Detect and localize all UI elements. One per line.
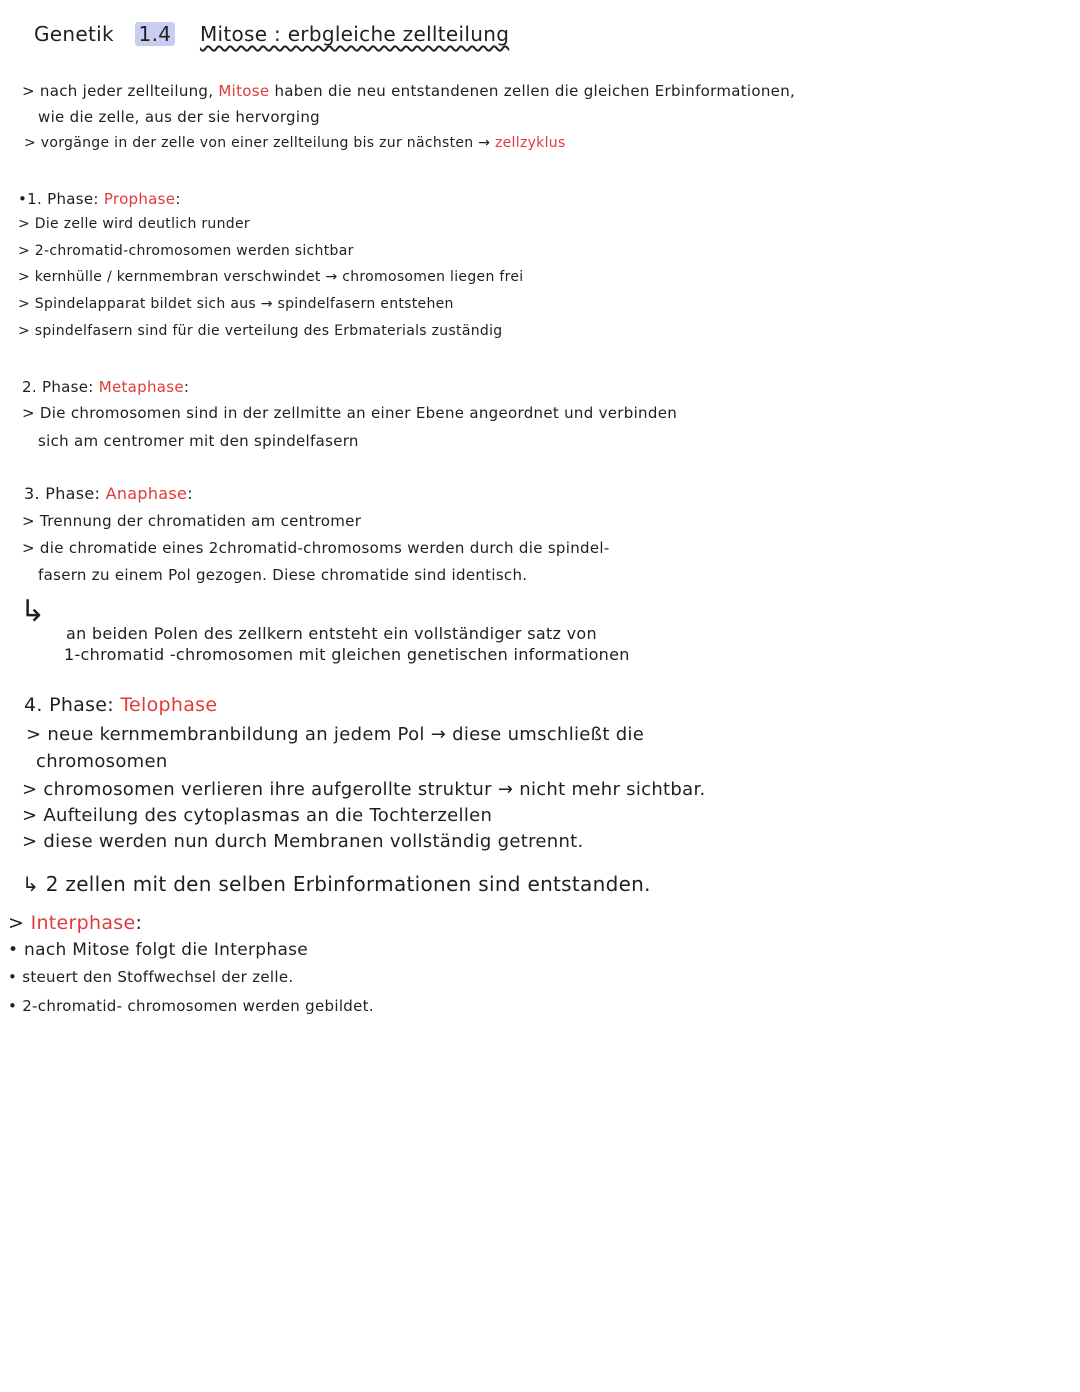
intro-line-3: > vorgänge in der zelle von einer zellteilung bis zur nächsten → zellzyklus	[24, 135, 566, 151]
phase4-line-3: > chromosomen verlieren ihre aufgerollte struktur → nicht mehr sichtbar.	[22, 779, 706, 800]
anaphase-term: Anaphase	[105, 484, 188, 503]
telophase-term: Telophase	[120, 694, 218, 716]
phase1-item: > Spindelapparat bildet sich aus → spindelfasern entstehen	[18, 296, 454, 312]
phase4-line-2: chromosomen	[36, 751, 168, 772]
interphase-item: • steuert den Stoffwechsel der zelle.	[8, 968, 294, 986]
intro-line-2: wie die zelle, aus der sie hervorging	[38, 108, 320, 126]
phase1-item: > 2-chromatid-chromosomen werden sichtbar	[18, 243, 354, 259]
prophase-term: Prophase	[103, 190, 176, 208]
subject-label: Genetik	[34, 22, 114, 46]
phase1-item: > kernhülle / kernmembran verschwindet → chromosomen liegen frei	[18, 269, 524, 285]
phase1-heading: •1. Phase: Prophase:	[18, 190, 181, 208]
header	[34, 22, 509, 46]
phase4-heading: 4. Phase: Telophase	[24, 694, 218, 716]
phase4-conclusion: ↳ 2 zellen mit den selben Erbinformationen sind entstanden.	[22, 872, 651, 896]
phase2-line-1: > Die chromosomen sind in der zellmitte an einer Ebene angeordnet und verbinden	[22, 404, 678, 422]
metaphase-term: Metaphase	[98, 378, 184, 396]
phase3-line-4: an beiden Polen des zellkern entsteht ein vollständiger satz von	[66, 624, 597, 643]
interphase-item: • nach Mitose folgt die Interphase	[8, 940, 309, 960]
phase3-line-2: > die chromatide eines 2chromatid-chromosoms werden durch die spindel-	[22, 539, 610, 557]
interphase-term: Interphase	[30, 912, 136, 934]
interphase-heading: > Interphase:	[8, 912, 143, 934]
mitose-term: Mitose	[218, 82, 270, 100]
section-number: 1.4	[135, 22, 176, 46]
intro-line-1: > nach jeder zellteilung, Mitose haben die neu entstandenen zellen die gleichen Erbinformationen,	[22, 82, 796, 100]
page-title: Mitose : erbgleiche zellteilung	[199, 22, 510, 46]
phase3-line-1: > Trennung der chromatiden am centromer	[22, 512, 362, 530]
phase2-line-2: sich am centromer mit den spindelfasern	[38, 432, 359, 450]
phase3-line-3: fasern zu einem Pol gezogen. Diese chromatide sind identisch.	[38, 566, 528, 584]
interphase-item: • 2-chromatid- chromosomen werden gebildet.	[8, 997, 374, 1015]
phase4-line-4: > Aufteilung des cytoplasmas an die Tochterzellen	[22, 805, 493, 826]
phase2-heading: 2. Phase: Metaphase:	[22, 378, 190, 396]
phase1-item: > Die zelle wird deutlich runder	[18, 216, 250, 232]
phase1-item: > spindelfasern sind für die verteilung des Erbmaterials zuständig	[18, 323, 503, 339]
phase4-line-1: > neue kernmembranbildung an jedem Pol → diese umschließt die	[26, 724, 645, 745]
zellzyklus-term: zellzyklus	[495, 135, 566, 151]
result-arrow-icon: ↳	[20, 594, 46, 629]
phase3-line-5: 1-chromatid -chromosomen mit gleichen genetischen informationen	[64, 645, 630, 664]
phase4-line-5: > diese werden nun durch Membranen vollständig getrennt.	[22, 831, 584, 852]
phase3-heading: 3. Phase: Anaphase:	[24, 484, 193, 503]
